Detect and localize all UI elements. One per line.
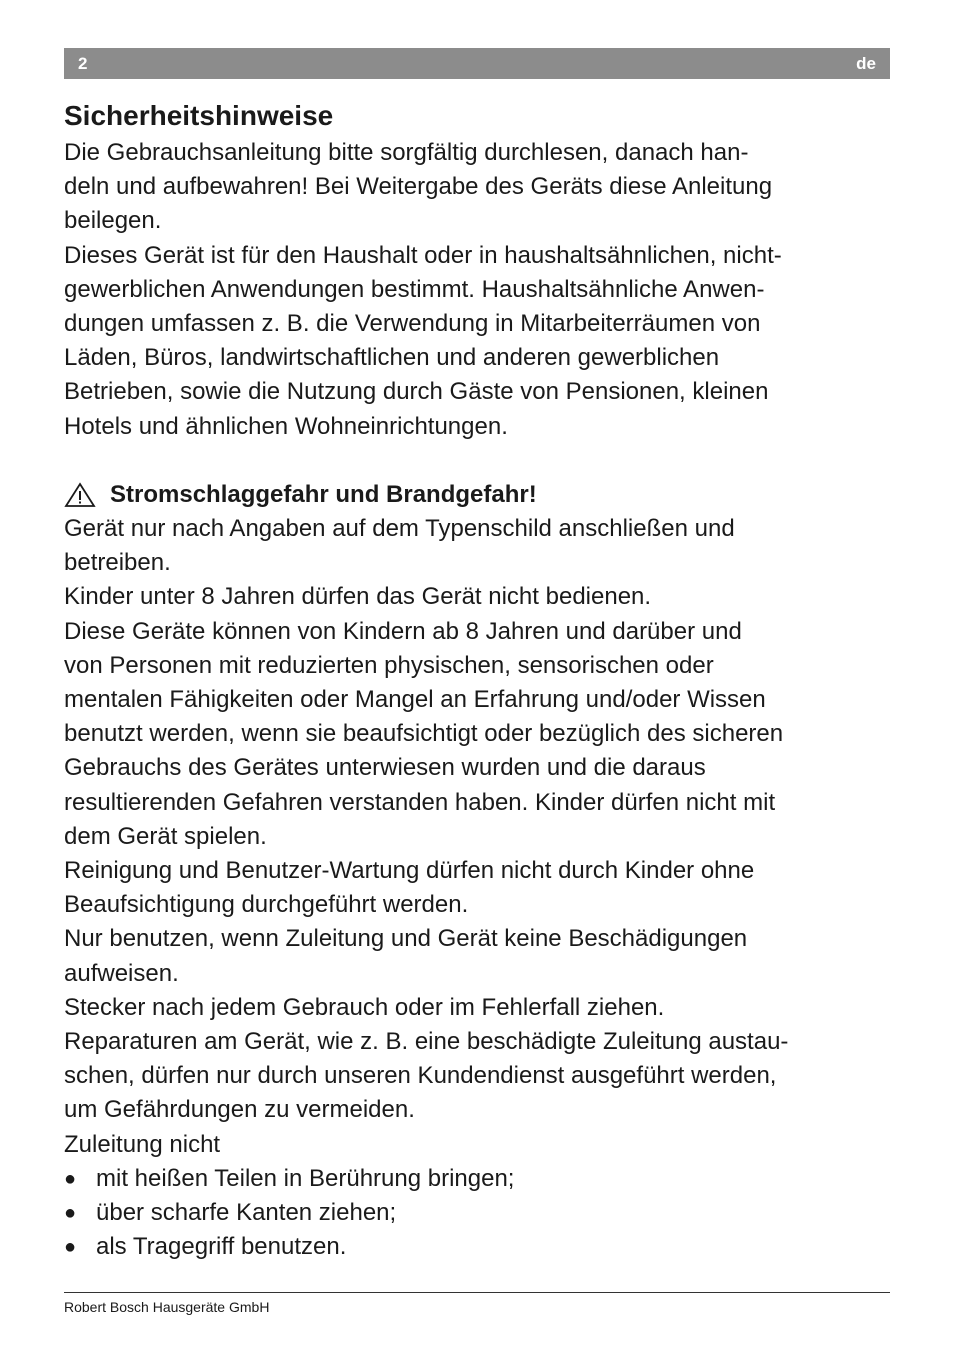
intro-line: beilegen. — [64, 207, 162, 235]
intro-line: Hotels und ähnlichen Wohneinrichtungen. — [64, 412, 508, 440]
section-title: Sicherheitshinweise — [64, 100, 334, 131]
cord-bullet-list — [64, 1162, 890, 1265]
list-item — [64, 1196, 890, 1230]
list-item — [64, 1230, 890, 1264]
warning-line: um Gefährdungen zu vermeiden. — [64, 1096, 415, 1124]
intro-line: Die Gebrauchsanleitung bitte sorgfältig durchlesen, danach han- — [64, 139, 749, 166]
section-spacer — [64, 444, 890, 478]
intro-line: Betrieben, sowie die Nutzung durch Gäste von Pensionen, kleinen — [64, 378, 769, 406]
warning-text — [64, 512, 890, 1162]
warning-line: benutzt werden, wenn sie beaufsichtigt oder bezüglich des sicheren — [64, 720, 784, 748]
bullet-icon: ● — [64, 1202, 77, 1225]
warning-triangle-icon — [64, 482, 96, 508]
warning-line: betreiben. — [64, 549, 171, 577]
warning-line: dem Gerät spielen. — [64, 822, 267, 850]
intro-line: Dieses Gerät ist für den Haushalt oder in haushaltsähnlichen, nicht- — [64, 241, 782, 269]
warning-heading-text: Stromschlaggefahr und Brandgefahr! — [110, 480, 537, 508]
warning-line: Gerät nur nach Angaben auf dem Typenschild anschließen und — [64, 515, 735, 543]
language-code: de — [856, 53, 876, 73]
warning-line: Zuleitung nicht — [64, 1130, 221, 1158]
warning-line: aufweisen. — [64, 959, 179, 987]
bullet-icon: ● — [64, 1236, 77, 1259]
warning-heading — [64, 478, 890, 512]
footer-company: Robert Bosch Hausgeräte GmbH — [64, 1299, 270, 1315]
page-header-bar — [64, 48, 890, 79]
intro-line: dungen umfassen z. B. die Verwendung in Mitarbeiterräumen von — [64, 310, 761, 338]
footer-divider — [64, 1292, 890, 1293]
warning-line: Nur benutzen, wenn Zuleitung und Gerät keine Beschädigungen — [64, 925, 748, 953]
warning-line: Reparaturen am Gerät, wie z. B. eine beschädigte Zuleitung austau- — [64, 1028, 789, 1056]
list-item — [64, 1162, 890, 1196]
warning-line: Diese Geräte können von Kindern ab 8 Jahren und darüber und — [64, 617, 742, 645]
warning-line: schen, dürfen nur durch unseren Kundendienst ausgeführt werden, — [64, 1062, 777, 1090]
intro-text — [64, 136, 890, 444]
bullet-icon: ● — [64, 1167, 77, 1190]
page-content — [64, 96, 890, 1265]
list-item-text: über scharfe Kanten ziehen; — [96, 1199, 397, 1227]
warning-line: Gebrauchs des Gerätes unterwiesen wurden und die daraus — [64, 754, 706, 782]
warning-line: Reinigung und Benutzer-Wartung dürfen nicht durch Kinder ohne — [64, 857, 755, 885]
list-item-text: mit heißen Teilen in Berührung bringen; — [96, 1164, 515, 1192]
warning-line: Beaufsichtigung durchgeführt werden. — [64, 891, 469, 919]
intro-line: gewerblichen Anwendungen bestimmt. Haushaltsähnliche Anwen- — [64, 275, 765, 303]
warning-line: Kinder unter 8 Jahren dürfen das Gerät nicht bedienen. — [64, 583, 652, 611]
warning-line: Stecker nach jedem Gebrauch oder im Fehlerfall ziehen. — [64, 993, 665, 1021]
intro-line: deln und aufbewahren! Bei Weitergabe des Geräts diese Anleitung — [64, 173, 773, 201]
page-number: 2 — [78, 53, 88, 73]
warning-line: von Personen mit reduzierten physischen, sensorischen oder — [64, 651, 714, 679]
intro-line: Läden, Büros, landwirtschaftlichen und anderen gewerblichen — [64, 344, 720, 372]
warning-line: resultierenden Gefahren verstanden haben. Kinder dürfen nicht mit — [64, 788, 776, 816]
warning-line: mentalen Fähigkeiten oder Mangel an Erfahrung und/oder Wissen — [64, 686, 766, 714]
list-item-text: als Tragegriff benutzen. — [96, 1233, 347, 1261]
